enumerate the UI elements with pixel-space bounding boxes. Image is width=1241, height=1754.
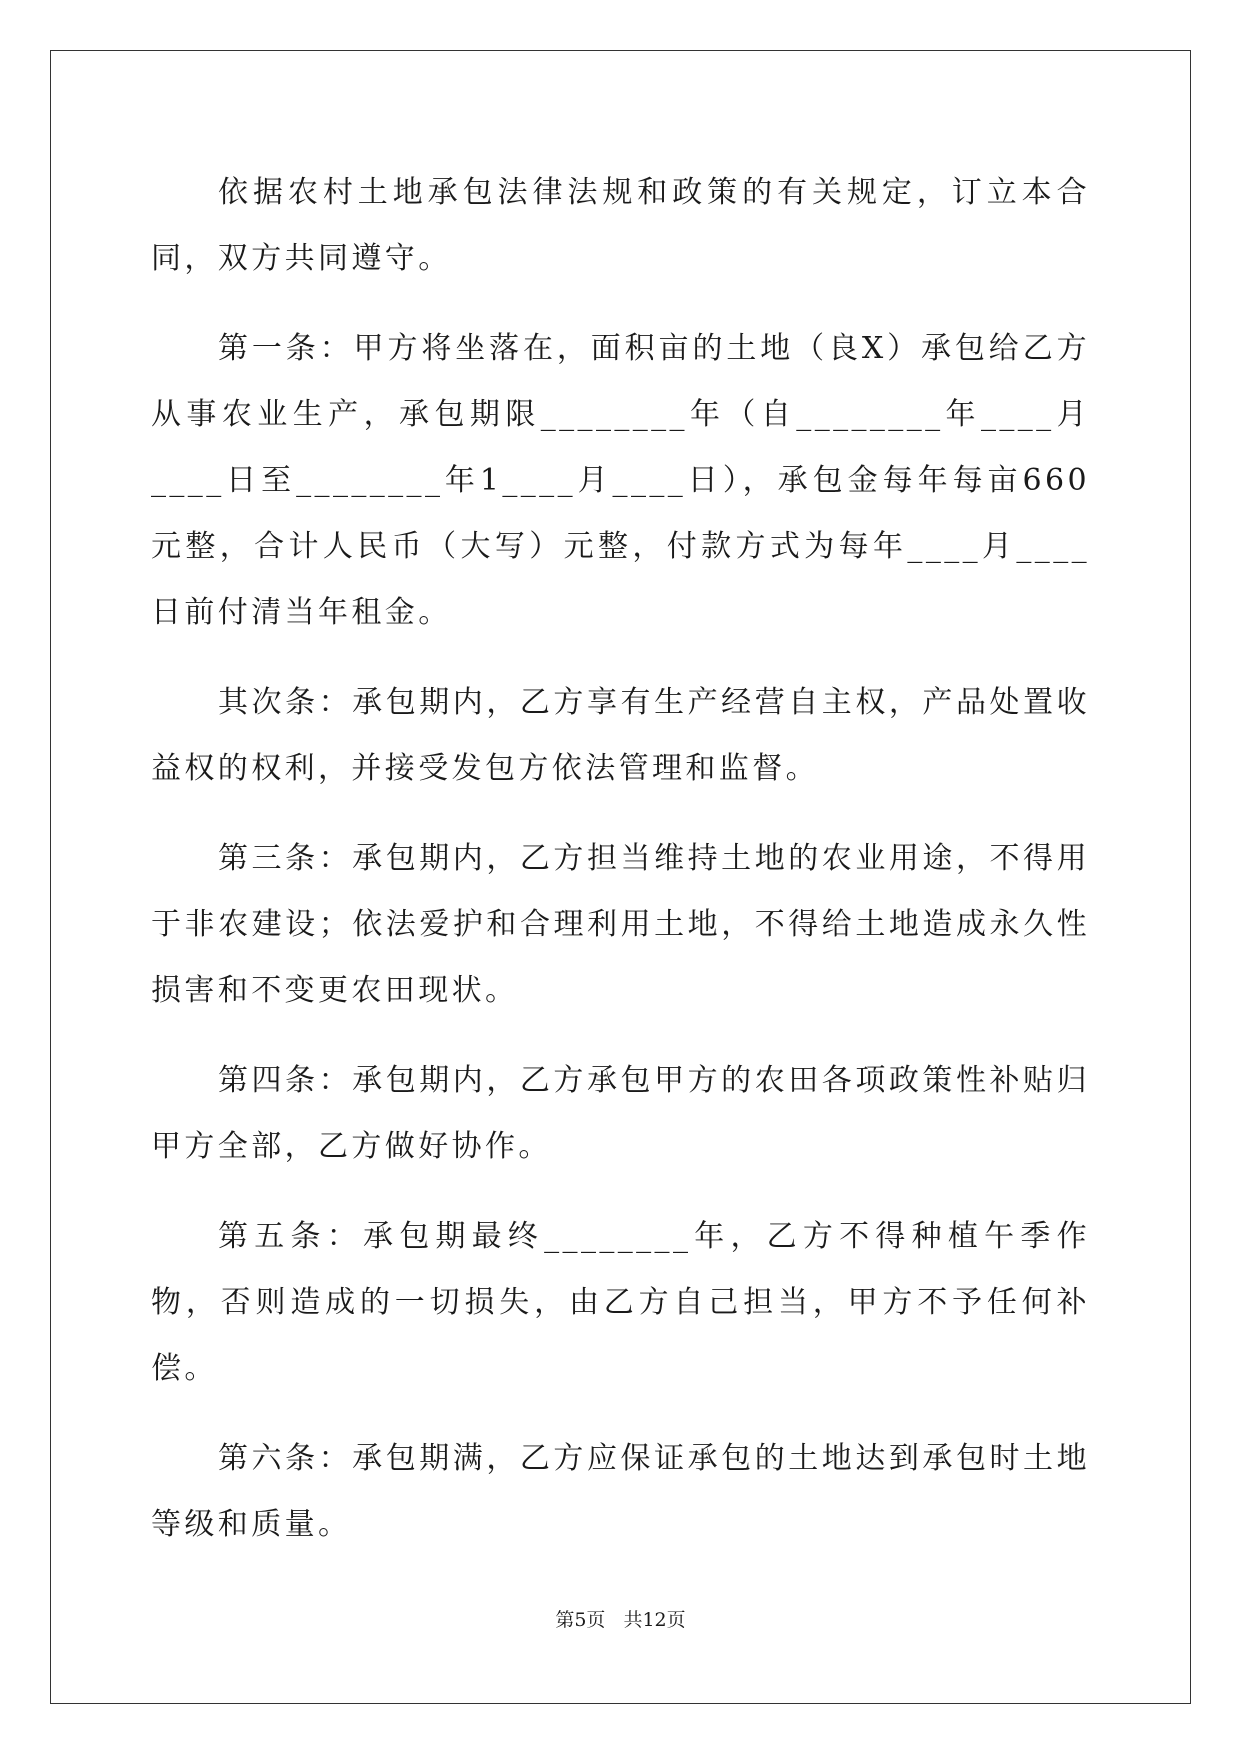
paragraph-intro: 依据农村土地承包法律法规和政策的有关规定，订立本合同，双方共同遵守。 [151,175,1090,276]
document-body [151,160,1090,1560]
paragraph-article-2: 其次条：承包期内，乙方享有生产经营自主权，产品处置收益权的权利，并接受发包方依法管理和监督。 [151,685,1090,786]
paragraph-article-4: 第四条：承包期内，乙方承包甲方的农田各项政策性补贴归甲方全部，乙方做好协作。 [151,1063,1090,1164]
paragraph-article-6: 第六条：承包期满，乙方应保证承包的土地达到承包时土地等级和质量。 [151,1441,1090,1542]
page-number: 第5页 [555,1609,606,1631]
page-total: 共12页 [623,1609,686,1631]
paragraph-article-1: 第一条：甲方将坐落在，面积亩的土地（良X）承包给乙方从事农业生产，承包期限________年（自________年____月____日至________年1____月____日），承包金每年每亩660元整，合计人民币（大写）元整，付款方式为每年____月____日前付清当年租金。 [151,331,1090,630]
page-footer [0,1607,1241,1633]
paragraph-article-3: 第三条：承包期内，乙方担当维持土地的农业用途，不得用于非农建设；依法爱护和合理利用土地，不得给土地造成永久性损害和不变更农田现状。 [151,841,1090,1008]
paragraph-article-5: 第五条：承包期最终________年，乙方不得种植午季作物，否则造成的一切损失，由乙方自己担当，甲方不予任何补偿。 [151,1219,1090,1386]
